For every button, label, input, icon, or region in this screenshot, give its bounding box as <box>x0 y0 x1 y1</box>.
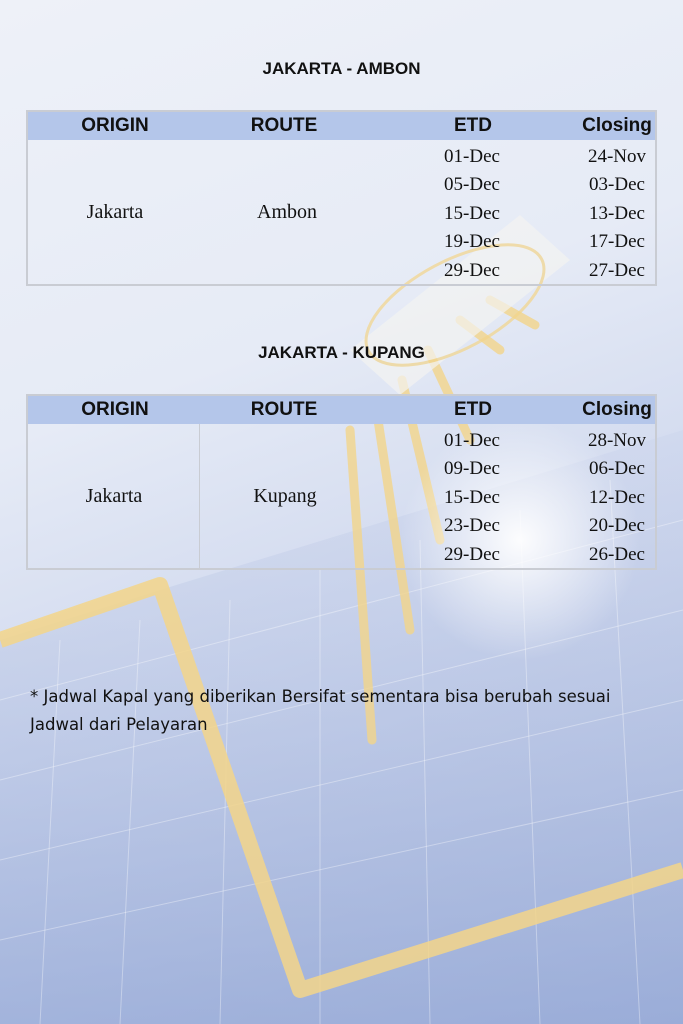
closing-date: 28-Nov <box>587 430 647 451</box>
etd-date: 05-Dec <box>444 174 500 196</box>
etd-date: 01-Dec <box>444 430 500 451</box>
table-header-row <box>28 112 655 140</box>
table-body <box>28 424 655 568</box>
header-origin: ORIGIN <box>81 115 149 136</box>
closing-date: 17-Dec <box>589 231 645 253</box>
header-etd: ETD <box>454 399 492 420</box>
closing-column <box>562 143 672 285</box>
section-title-kupang: JAKARTA - KUPANG <box>258 343 425 362</box>
closing-date: 13-Dec <box>589 202 645 224</box>
etd-date: 23-Dec <box>444 515 500 537</box>
header-route: ROUTE <box>250 115 318 136</box>
closing-date: 06-Dec <box>589 458 645 480</box>
etd-date: 15-Dec <box>444 486 500 508</box>
origin-cell: Jakarta <box>85 484 143 507</box>
closing-date: 20-Dec <box>589 515 645 537</box>
header-etd: ETD <box>454 115 492 136</box>
schedule-disclaimer-note: * Jadwal Kapal yang diberikan Bersifat sementara bisa berubah sesuai Jadwal dari Pelayaran <box>30 687 611 734</box>
route-cell: Kupang <box>253 484 317 507</box>
closing-date: 26-Dec <box>589 543 645 565</box>
header-closing: Closing <box>582 399 652 420</box>
etd-date: 19-Dec <box>444 231 500 253</box>
etd-column <box>417 427 527 569</box>
etd-column <box>417 143 527 285</box>
closing-date: 24-Nov <box>587 146 647 167</box>
etd-date: 15-Dec <box>444 202 500 224</box>
table-header-row <box>28 396 655 424</box>
etd-date: 01-Dec <box>444 146 500 167</box>
header-closing: Closing <box>582 115 652 136</box>
section-title-ambon: JAKARTA - AMBON <box>262 59 421 78</box>
etd-date: 29-Dec <box>444 543 500 565</box>
closing-date: 03-Dec <box>589 174 645 196</box>
schedule-table-kupang <box>26 394 657 570</box>
table-body <box>28 140 655 284</box>
closing-date: 12-Dec <box>589 486 645 508</box>
closing-date: 27-Dec <box>589 259 645 281</box>
etd-date: 09-Dec <box>444 458 500 480</box>
header-route: ROUTE <box>250 399 318 420</box>
etd-date: 29-Dec <box>444 259 500 281</box>
route-cell: Ambon <box>257 200 317 223</box>
closing-column <box>562 427 672 569</box>
schedule-table-ambon <box>26 110 657 286</box>
origin-cell: Jakarta <box>86 200 144 223</box>
header-origin: ORIGIN <box>81 399 149 420</box>
